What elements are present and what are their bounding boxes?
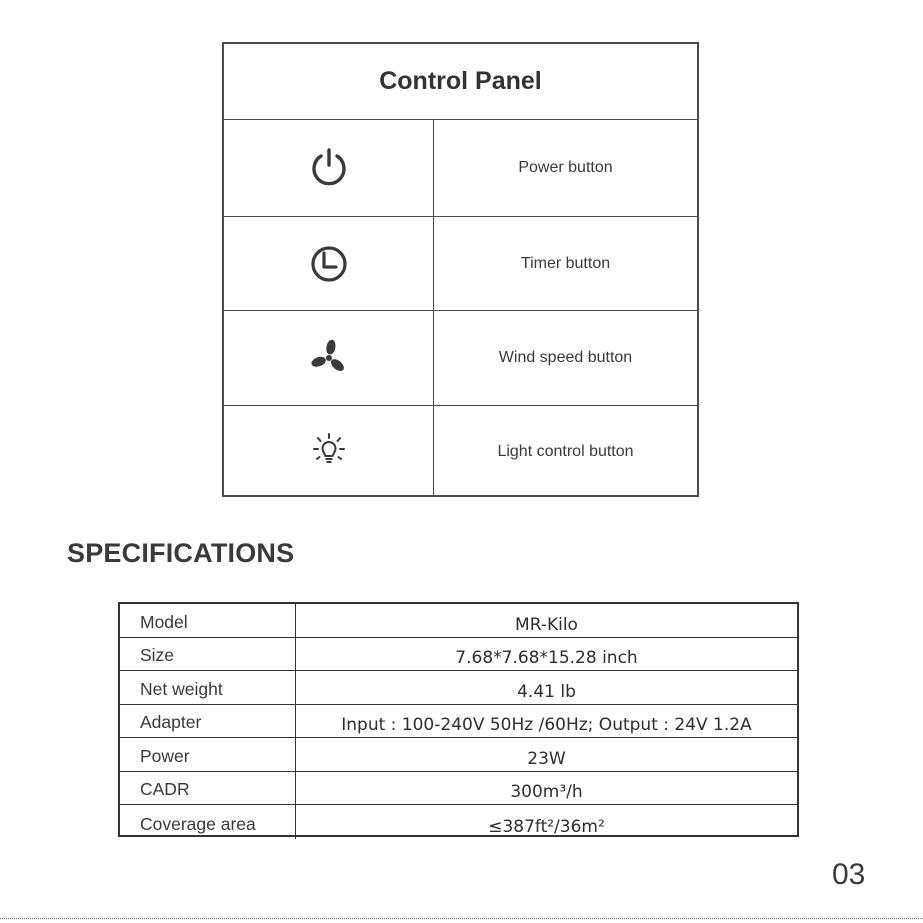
wind-speed-button-label: Wind speed button [498,349,633,366]
spec-value: ≤387ft²/36m² [488,816,605,837]
spec-value: Input : 100-240V 50Hz /60Hz; Output : 24V 1.2A [341,715,752,735]
spec-value: 23W [527,748,566,769]
power-button-label: Power button [518,158,613,176]
control-panel [222,42,699,497]
page-number: 03 [832,858,866,891]
page-divider [0,918,923,919]
spec-key: CADR [120,772,296,805]
spec-key: Model [120,604,296,637]
spec-row-model [120,604,797,638]
timer-button-label: Timer button [520,254,611,272]
timer-icon [307,242,351,286]
spec-row-cadr [120,772,797,806]
spec-key: Coverage area [120,805,296,839]
control-panel-row-wind-speed [224,311,697,406]
spec-row-power [120,738,797,772]
specifications-heading: SPECIFICATIONS [67,538,295,568]
spec-key: Size [120,638,296,671]
spec-key: Power [120,738,296,771]
power-icon [307,146,351,190]
spec-value: MR-Kilo [515,614,578,635]
spec-key: Net weight [120,671,296,704]
specifications-table [118,602,799,837]
spec-row-adapter [120,705,797,739]
spec-value: 7.68*7.68*15.28 inch [455,648,638,668]
spec-key: Adapter [120,705,296,738]
control-panel-row-power [224,119,697,217]
spec-row-coverage-area [120,805,797,839]
spec-value: 4.41 lb [517,681,576,702]
control-panel-title: Control Panel [224,44,697,120]
spec-row-size [120,638,797,672]
spec-value: 300m³/h [510,782,583,802]
fan-icon [307,336,351,380]
control-panel-row-light [224,406,697,497]
light-control-button-label: Light control button [497,442,634,460]
light-bulb-icon [307,430,351,474]
control-panel-row-timer [224,217,697,311]
spec-row-net-weight [120,671,797,705]
